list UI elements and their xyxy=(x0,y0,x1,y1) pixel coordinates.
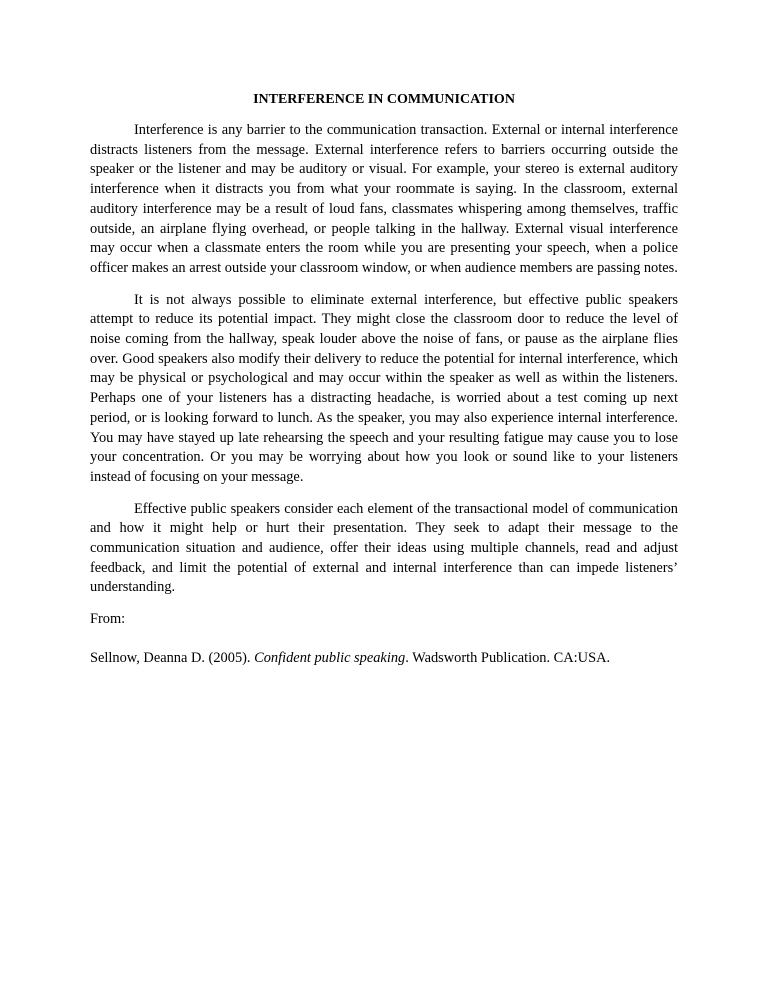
paragraph-1: Interference is any barrier to the communication transaction. External or internal interference distracts listeners from the message. External interference refers to barriers occurring outside the speaker or the listener and may be auditory or visual. For example, your stereo is external auditory interference when it distracts you from what your roommate is saying. In the classroom, external auditory interference may be a result of loud fans, classmates whispering among themselves, traffic outside, an airplane flying overhead, or people talking in the hallway. External visual interference may occur when a classmate enters the room while you are presenting your speech, when a police officer makes an arrest outside your classroom window, or when audience members are passing notes. xyxy=(90,122,678,276)
citation-book-title: Confident public speaking xyxy=(254,649,406,666)
citation xyxy=(90,649,678,669)
citation-publisher: . Wadsworth Publication. CA:USA. xyxy=(405,649,611,666)
from-label: From: xyxy=(90,611,126,628)
citation-author-year: Sellnow, Deanna D. (2005). xyxy=(90,649,255,666)
paragraph-3: Effective public speakers consider each element of the transactional model of communication and how it might help or hurt their presentation. They seek to adapt their message to the communication situation and audience, offer their ideas using multiple channels, read and adjust feedback, and limit the potential of external and internal interference than can impede listeners’ understanding. xyxy=(90,500,678,596)
document-title: INTERFERENCE IN COMMUNICATION xyxy=(253,92,515,107)
document-body xyxy=(90,121,678,669)
paragraph-2: It is not always possible to eliminate external interference, but effective public speakers attempt to reduce its potential impact. They might close the classroom door to reduce the level of noise coming from the hallway, speak louder above the noise of fans, or pause as the airplane flies over. Good speakers also modify their delivery to reduce the potential for internal interference, which may be physical or psychological and may occur within the speaker as well as within the listeners. Perhaps one of your listeners has a distracting headache, is worried about a test coming up next period, or is looking forward to lunch. As the speaker, you may also experience internal interference. You may have stayed up late rehearsing the speech and your resulting fatigue may cause you to lose your concentration. Or you may be worrying about how you look or sound like to your listeners instead of focusing on your message. xyxy=(90,291,678,485)
